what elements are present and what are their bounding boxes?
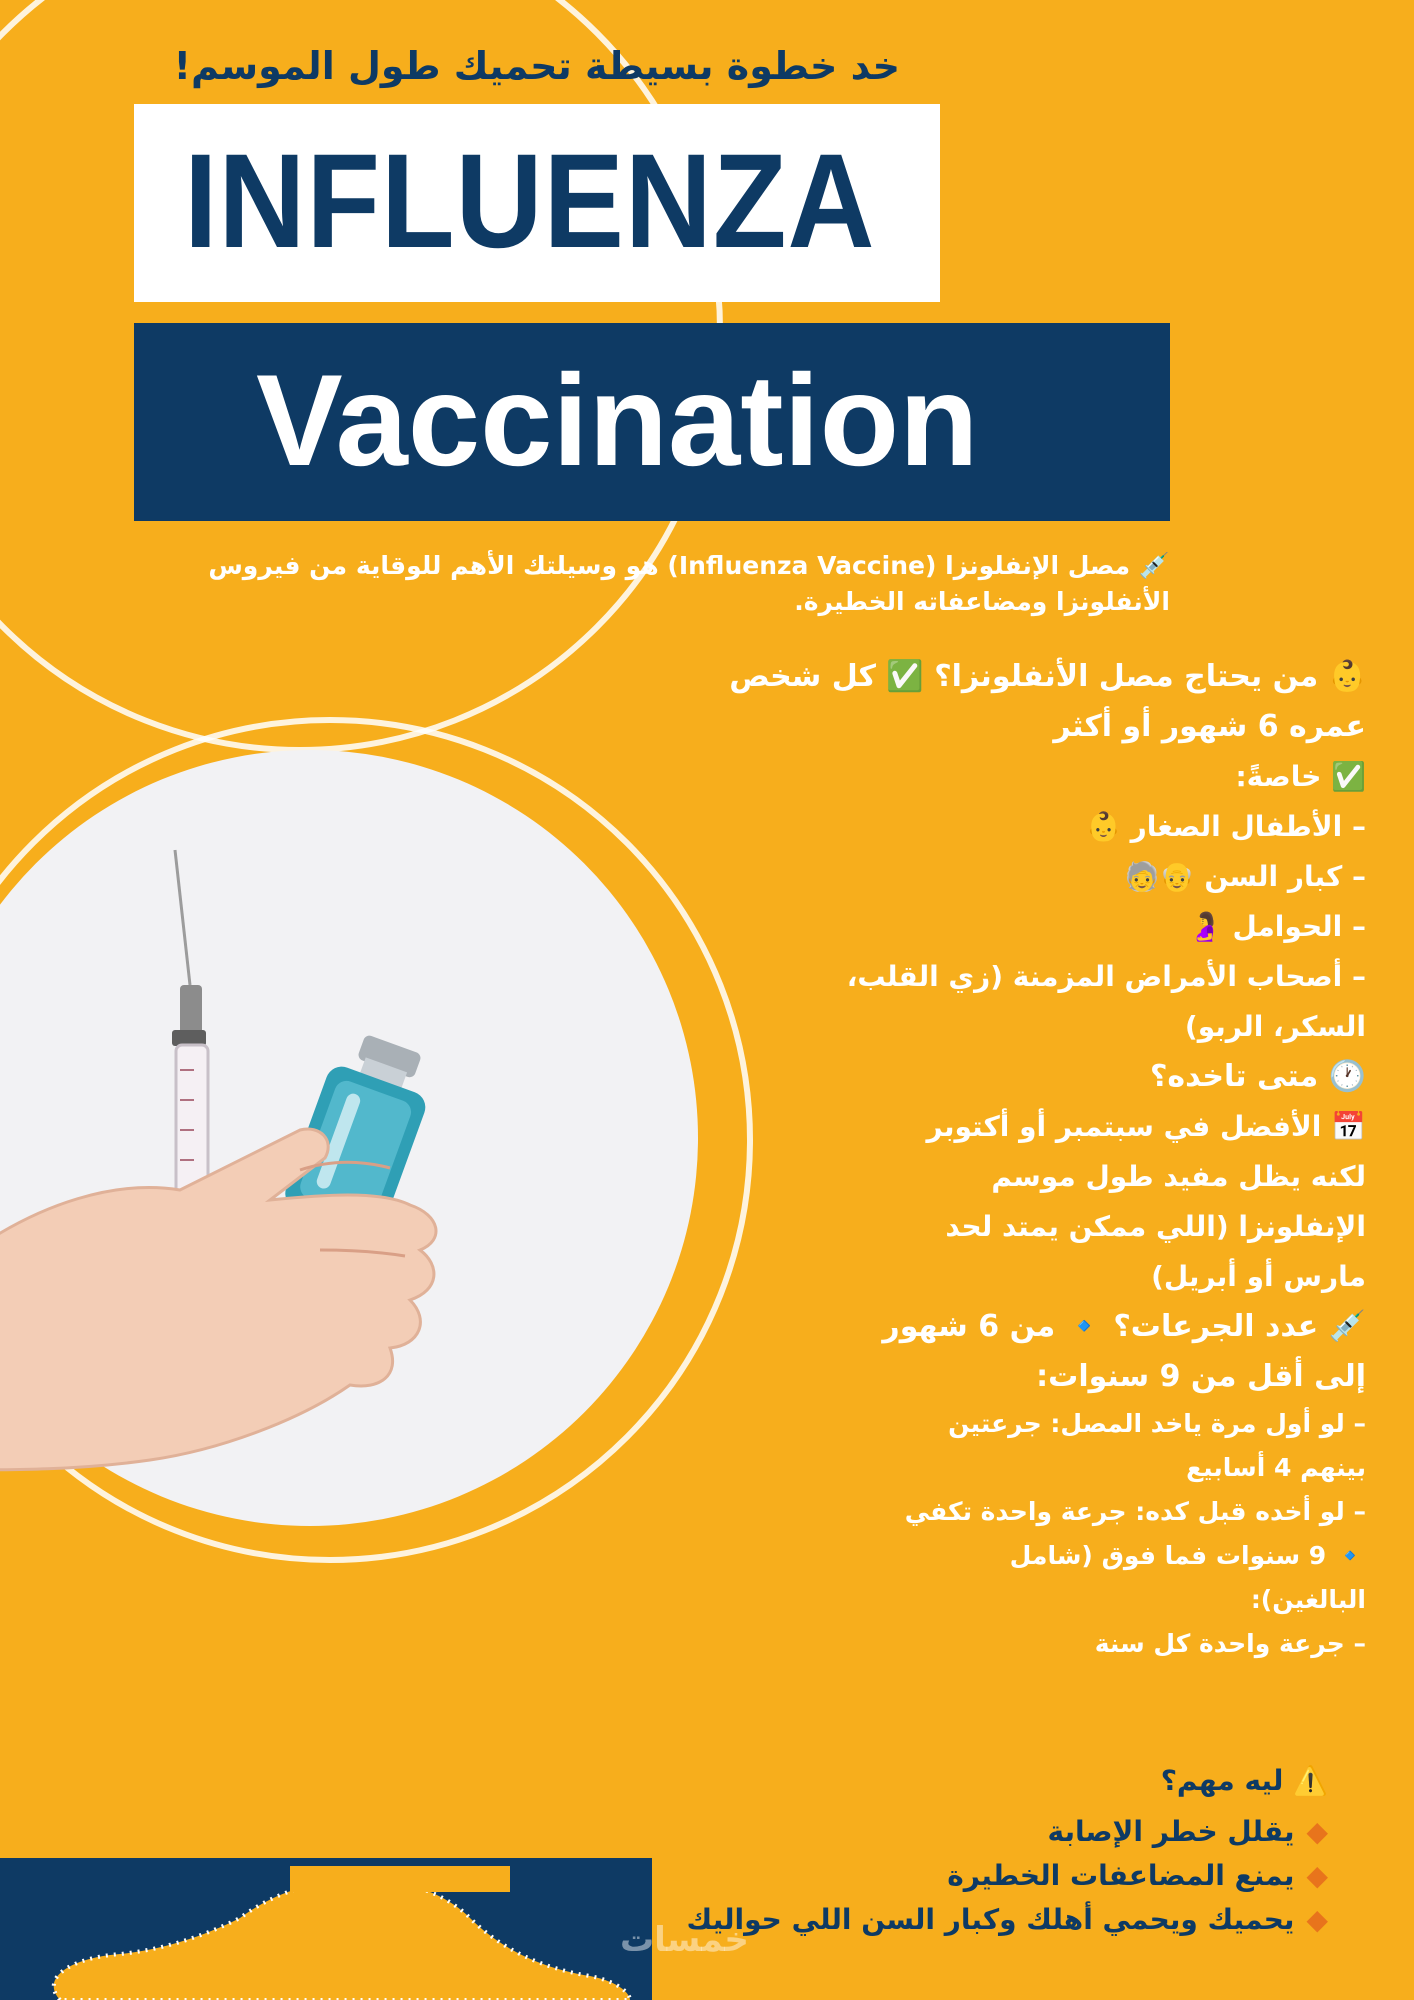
when-heading: 🕐 متى تاخده؟ (1149, 1059, 1366, 1094)
doses-heading: 💉 عدد الجرعات؟ 🔹 من 6 شهور (882, 1309, 1366, 1344)
doses-line: بينهم 4 أسابيع (1186, 1453, 1366, 1482)
watermark: خمسات (620, 1920, 749, 1960)
when-line: لكنه يظل مفيد طول موسم (991, 1160, 1366, 1193)
why-item-text: يقلل خطر الإصابة (1047, 1815, 1295, 1848)
why-heading: ⚠️ ليه مهم؟ (1160, 1764, 1328, 1797)
subtitle-banner (134, 323, 1170, 521)
tagline: خد خطوة بسيطة تحميك طول الموسم! (173, 44, 900, 88)
info-column (700, 652, 1366, 1666)
why-item-text: يحميك ويحمي أهلك وكبار السن اللي حواليك (686, 1903, 1295, 1936)
when-line: مارس أو أبريل) (1151, 1260, 1366, 1293)
diamond-bullet-icon: ◆ (1306, 1903, 1328, 1936)
doses-line: – لو أخده قبل كده: جرعة واحدة تكفي (904, 1497, 1366, 1526)
why-section (686, 1758, 1328, 1942)
when-line: 📅 الأفضل في سبتمبر أو أكتوبر (926, 1110, 1366, 1143)
why-item (720, 1810, 1328, 1854)
why-item (720, 1854, 1328, 1898)
title-banner (134, 104, 940, 302)
doses-line: 🔹 9 سنوات فما فوق (شامل (1009, 1541, 1366, 1570)
diamond-bullet-icon: ◆ (1306, 1859, 1328, 1892)
who-item: – الحوامل 🤰 (1187, 910, 1366, 943)
why-item-text: يمنع المضاعفات الخطيرة (947, 1859, 1295, 1892)
who-item: – أصحاب الأمراض المزمنة (زي القلب، (846, 960, 1366, 993)
why-list (686, 1810, 1328, 1942)
who-age: عمره 6 شهور أو أكثر (1053, 709, 1366, 744)
who-heading: 👶 من يحتاج مصل الأنفلونزا؟ ✅ كل شخص (729, 659, 1366, 694)
subtitle: Vaccination (256, 347, 979, 493)
intro-text: 💉 مصل الإنفلونزا (Influenza Vaccine) هو وسيلتك الأهم للوقاية من فيروس الأنفلونزا ومضاعفاته الخطيرة. (208, 551, 1170, 616)
title: INFLUENZA (184, 127, 876, 276)
who-item: – الأطفال الصغار 👶 (1085, 810, 1366, 843)
doses-range: إلى أقل من 9 سنوات: (1036, 1359, 1366, 1394)
doses-line: – جرعة واحدة كل سنة (1094, 1629, 1366, 1658)
why-item (686, 1898, 1328, 1942)
when-line: الإنفلونزا (اللي ممكن يمتد لحد (945, 1210, 1366, 1243)
who-item: السكر، الربو) (1184, 1010, 1366, 1043)
redacted-area (0, 1858, 652, 2000)
diamond-bullet-icon: ◆ (1306, 1815, 1328, 1848)
who-item: – كبار السن 👴🧓 (1124, 860, 1366, 893)
who-especially: ✅ خاصةً: (1235, 760, 1366, 793)
bottom-banner (0, 1858, 652, 2000)
doses-line: البالغين): (1250, 1585, 1366, 1614)
doses-line: – لو أول مرة ياخد المصل: جرعتين (948, 1409, 1366, 1438)
